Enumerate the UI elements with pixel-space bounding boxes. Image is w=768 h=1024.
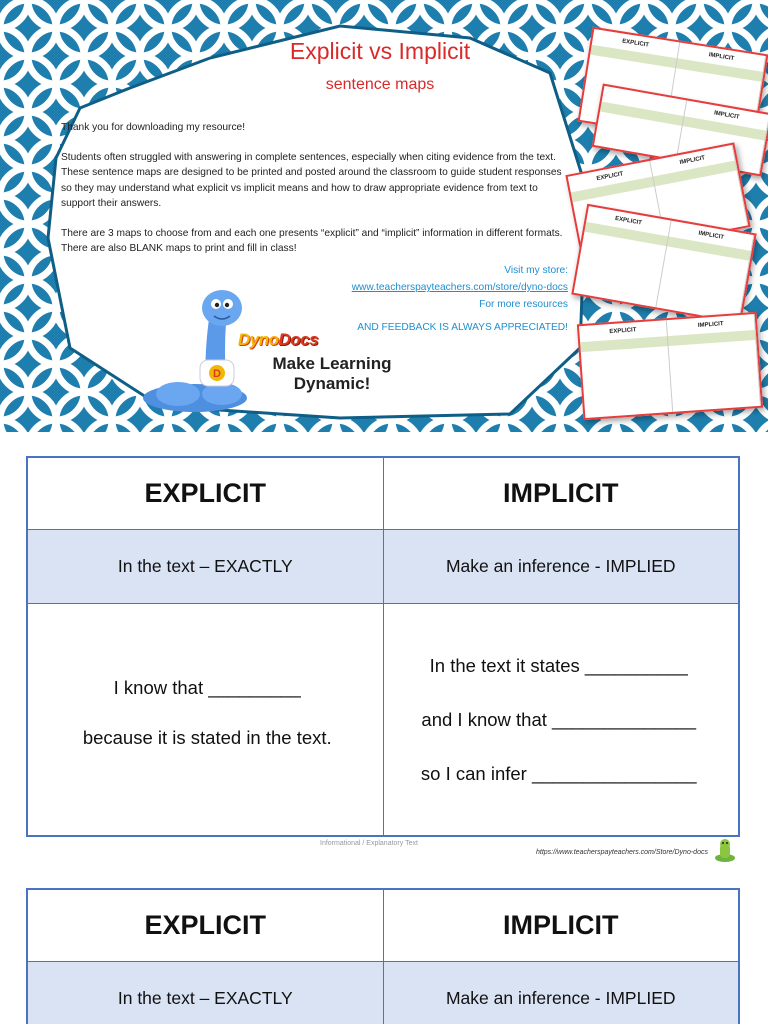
implicit-frame-line: In the text it states __________ [429, 654, 688, 676]
svg-text:D: D [213, 368, 221, 380]
cover-title: Explicit vs Implicit [289, 38, 471, 64]
tagline-line: Dynamic! [293, 374, 371, 393]
preview-implicit-label: IMPLICIT [650, 145, 736, 177]
preview-explicit-label: EXPLICIT [568, 161, 654, 193]
store-info [300, 262, 568, 313]
logo-tagline [262, 354, 402, 394]
implicit-header: IMPLICIT [383, 890, 739, 962]
preview-implicit-label: IMPLICIT [667, 314, 756, 336]
implicit-header: IMPLICIT [383, 458, 739, 530]
preview-card [577, 312, 763, 420]
implicit-definition: Make an inference - IMPLIED [383, 530, 739, 604]
explicit-frame-line: because it is stated in the text. [82, 726, 332, 748]
implicit-definition: Make an inference - IMPLIED [383, 962, 739, 1024]
preview-explicit-label: EXPLICIT [586, 206, 672, 236]
cover-subtitle: sentence maps [325, 76, 435, 93]
implicit-frame-line: and I know that ______________ [421, 708, 697, 730]
explicit-sentence-frame [28, 604, 384, 836]
explicit-frame-line: I know that _________ [113, 676, 301, 698]
intro-paragraph: Students often struggled with answering in complete sentences, especially when citing evidence from the text. These sentence maps are designed to be printed and posted around the classroom to guide student responses so they may understand what explicit vs implicit means and how to draw appropriate evidence from text to support their answers. [61, 152, 562, 209]
sentence-map-1 [26, 456, 740, 837]
page-footer-url[interactable]: https://www.teacherspayteachers.com/Store/Dyno-docs [536, 849, 708, 856]
tagline-line: Make Learning [272, 354, 392, 373]
intro-paragraph: There are 3 maps to choose from and each one presents “explicit” and “implicit” information in different formats. There are also BLANK maps to print and fill in class! [61, 228, 563, 255]
sentence-map-table [27, 889, 739, 1024]
implicit-frame-line: so I can infer ________________ [420, 762, 697, 784]
implicit-sentence-frame [383, 604, 739, 836]
cover-page [0, 0, 768, 432]
dynodocs-logo [238, 330, 318, 350]
preview-explicit-label: EXPLICIT [592, 29, 680, 58]
cover-intro-text [61, 120, 571, 256]
store-outro: For more resources [479, 299, 568, 310]
preview-implicit-label: IMPLICIT [684, 100, 768, 130]
store-intro: Visit my store: [504, 265, 568, 276]
store-link[interactable]: www.teacherspayteachers.com/store/dyno-docs [351, 282, 568, 293]
preview-explicit-label: EXPLICIT [579, 320, 668, 342]
explicit-header: EXPLICIT [28, 890, 384, 962]
sentence-map-table [27, 457, 739, 836]
intro-paragraph: Thank you for downloading my resource! [61, 122, 246, 133]
explicit-definition: In the text – EXACTLY [28, 962, 384, 1024]
preview-implicit-label: IMPLICIT [669, 221, 755, 251]
explicit-header: EXPLICIT [28, 458, 384, 530]
dinosaur-mascot-icon [140, 282, 250, 414]
logo-part-docs: Docs [278, 330, 319, 349]
sentence-map-2 [26, 888, 740, 1024]
dyno-mini-icon [714, 838, 736, 862]
logo-part-dyno: Dyno [238, 330, 279, 349]
page-footer-label: Informational / Explanatory Text [320, 840, 418, 847]
feedback-note: AND FEEDBACK IS ALWAYS APPRECIATED! [357, 322, 568, 333]
explicit-definition: In the text – EXACTLY [28, 530, 384, 604]
preview-implicit-label: IMPLICIT [678, 43, 766, 72]
